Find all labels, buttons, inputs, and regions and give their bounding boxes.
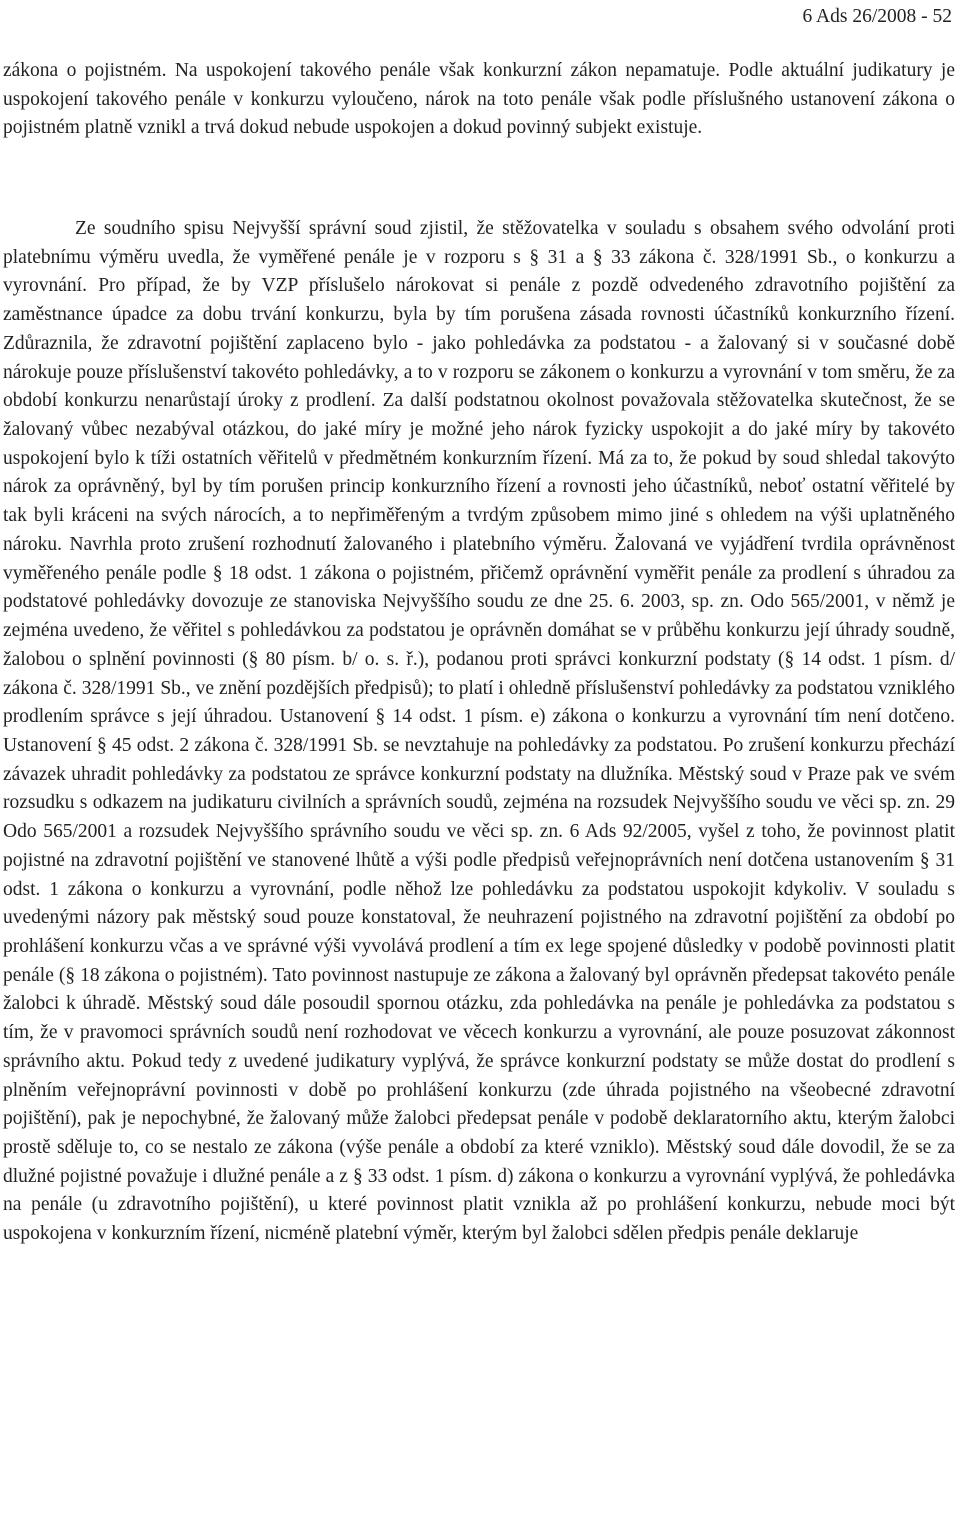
case-reference: 6 Ads 26/2008 - 52: [802, 6, 952, 27]
paragraph-1: zákona o pojistném. Na uspokojení takového penále však konkurzní zákon nepamatuje. Podle aktuální judikatury je uspokojení takového penále v konkurzu vyloučeno, nárok na toto penále však podle příslušného ustanovení zákona o pojistném platně vznikl a trvá dokud nebude uspokojen a dokud povinný subjekt existuje.: [3, 60, 955, 139]
paragraph-2: Ze soudního spisu Nejvyšší správní soud zjistil, že stěžovatelka v souladu s obsahem svého odvolání proti platebnímu výměru uvedla, že vyměřené penále je v rozporu s § 31 a § 33 zákona č. 328/1991 Sb., o konkurzu a vyrovnání. Pro případ, že by VZP příslušelo nárokovat si penále z pozdě odvedeného zdravotního pojištění za zaměstnance úpadce za dobu trvání konkurzu, byla by tím porušena zásada rovnosti účastníků konkurzního řízení. Zdůraznila, že zdravotní pojištění zaplaceno bylo - jako pohledávka za podstatou - a žalovaný si v současné době nárokuje pouze příslušenství takovéto pohledávky, a to v rozporu se zákonem o konkurzu a vyrovnání v tom směru, že za období konkurzu nenarůstají úroky z prodlení. Za další podstatnou okolnost považovala stěžovatelka skutečnost, že se žalovaný vůbec nezabýval otázkou, do jaké míry je možné jeho nárok fyzicky uspokojit a do jaké míry by takovéto uspokojení bylo k tíži ostatních věřitelů v předmětném konkurzním řízení. Má za to, že pokud by soud shledal takovýto nárok za oprávněný, byl by tím porušen princip konkurzního řízení a rovnosti jeho účastníků, neboť ostatní věřitelé by tak byli kráceni na svých nárocích, a to nepřiměřeným a tvrdým způsobem mimo jiné s ohledem na výši uplatněného nároku. Navrhla proto zrušení rozhodnutí žalovaného i platebního výměru. Žalovaná ve vyjádření tvrdila oprávněnost vyměřeného penále podle § 18 odst. 1 zákona o pojistném, přičemž oprávnění vyměřit penále za prodlení s úhradou za podstatové pohledávky dovozuje ze stanoviska Nejvyššího soudu ze dne 25. 6. 2003, sp. zn. Odo 565/2001, v němž je zejména uvedeno, že věřitel s pohledávkou za podstatou je oprávněn domáhat se v průběhu konkurzu její úhrady soudně, žalobou o splnění povinnosti (§ 80 písm. b/ o. s. ř.), podanou proti správci konkurzní podstaty (§ 14 odst. 1 písm. d/ zákona č. 328/1991 Sb., ve znění pozdějších předpisů); to platí i ohledně příslušenství pohledávky za podstatou vzniklého prodlením správce s její úhradou. Ustanovení § 14 odst. 1 písm. e) zákona o konkurzu a vyrovnání tím není dotčeno. Ustanovení § 45 odst. 2 zákona č. 328/1991 Sb. se nevztahuje na pohledávky za podstatou. Po zrušení konkurzu přechází závazek uhradit pohledávky za podstatou ze správce konkurzní podstaty na dlužníka. Městský soud v Praze pak ve svém rozsudku s odkazem na judikaturu civilních a správních soudů, zejména na rozsudek Nejvyššího soudu ve věci sp. zn. 29 Odo 565/2001 a rozsudek Nejvyššího správního soudu ve věci sp. zn. 6 Ads 92/2005, vyšel z toho, že povinnost platit pojistné na zdravotní pojištění ve stanovené lhůtě a výši podle předpisů veřejnoprávních není dotčena ustanovením § 31 odst. 1 zákona o konkurzu a vyrovnání, podle něhož lze pohledávku za podstatou uspokojit kdykoliv. V souladu s uvedenými názory pak městský soud pouze konstatoval, že neuhrazení pojistného na zdravotní pojištění za období po prohlášení konkurzu včas a ve správné výši vyvolává prodlení a tím ex lege spojené důsledky v podobě povinnosti platit penále (§ 18 zákona o pojistném). Tato povinnost nastupuje ze zákona a žalovaný byl oprávněn předepsat takovéto penále žalobci k úhradě. Městský soud dále posoudil spornou otázku, zda pohledávka na penále je pohledávka za podstatou s tím, že v pravomoci správních soudů není rozhodovat ve věcech konkurzu a vyrovnání, ale pouze posuzovat zákonnost správního aktu. Pokud tedy z uvedené judikatury vyplývá, že správce konkurzní podstaty se může dostat do prodlení s plněním veřejnoprávní povinnosti v době po prohlášení konkurzu (zde úhrada pojistného na všeobecné zdravotní pojištění), pak je nepochybné, že žalovaný může žalobci předepsat penále v podobě deklaratorního aktu, kterým žalobci prostě sděluje to, co se nestalo ze zákona (výše penále a období za které vzniklo). Městský soud dále dovodil, že se za dlužné pojistné považuje i dlužné penále a z § 33 odst. 1 písm. d) zákona o konkurzu a vyrovnání vyplývá, že pohledávka na penále (u zdravotního pojištění), u které povinnost platit vznikla až po prohlášení konkurzu, nebude moci být uspokojena v konkurzním řízení, nicméně platební výměr, kterým byl žalobci sdělen předpis penále deklaruje: [3, 218, 955, 1245]
